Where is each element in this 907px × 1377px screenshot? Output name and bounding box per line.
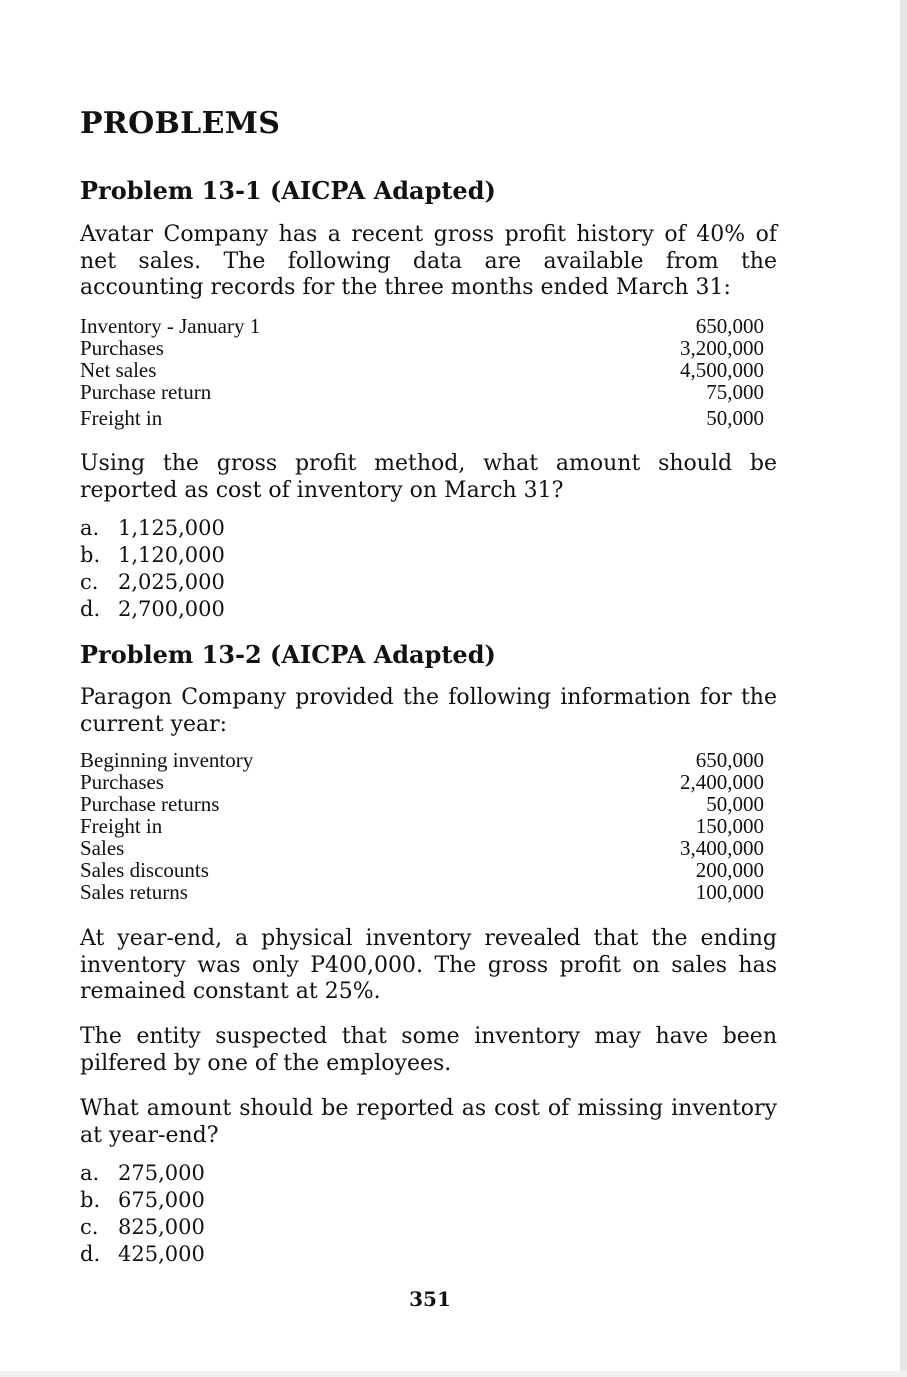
- choice-value: 2,700,000: [118, 597, 225, 621]
- choice-value: 675,000: [118, 1188, 205, 1212]
- problem-2-paragraph-2: The entity suspected that some inventory may have been pilfered by one of the employees.: [80, 1024, 777, 1076]
- problem-1-title: Problem 13-1 (AICPA Adapted): [80, 176, 496, 205]
- row-amount: 50,000: [706, 406, 764, 430]
- choice-letter: c.: [80, 1215, 99, 1239]
- choice-item: [80, 1241, 205, 1268]
- choice-item: [80, 1214, 205, 1241]
- row-amount: 150,000: [695, 814, 764, 838]
- choice-value: 825,000: [118, 1215, 205, 1239]
- row-amount: 4,500,000: [680, 358, 764, 382]
- data-row: [80, 815, 764, 837]
- row-label: Sales returns: [80, 880, 188, 904]
- row-label: Freight in: [80, 406, 163, 430]
- data-row: [80, 881, 764, 903]
- problem-1-data-table: [80, 315, 764, 429]
- row-amount: 100,000: [695, 880, 764, 904]
- choice-value: 2,025,000: [118, 570, 225, 594]
- problem-2-paragraph-1: At year-end, a physical inventory revealed that the ending inventory was only P400,000. The gross profit on sales has remained constant at 25%.: [80, 926, 777, 1004]
- choice-value: 425,000: [118, 1242, 205, 1266]
- choice-value: 1,120,000: [118, 543, 225, 567]
- choice-letter: d.: [80, 1242, 101, 1266]
- data-row: [80, 403, 764, 429]
- row-label: Freight in: [80, 814, 163, 838]
- data-row: [80, 359, 764, 381]
- choice-letter: c.: [80, 570, 99, 594]
- problem-2-question: What amount should be reported as cost of missing inventory at year-end?: [80, 1096, 777, 1148]
- row-label: Purchases: [80, 770, 164, 794]
- row-amount: 2,400,000: [680, 770, 764, 794]
- choice-item: [80, 542, 225, 569]
- row-label: Sales discounts: [80, 858, 209, 882]
- row-amount: 650,000: [695, 748, 764, 772]
- data-row: [80, 315, 764, 337]
- problem-1-intro: Avatar Company has a recent gross profit history of 40% of net sales. The following data are available from the accounting records for the three months ended March 31:: [80, 222, 777, 300]
- row-label: Inventory - January 1: [80, 314, 261, 338]
- choice-item: [80, 515, 225, 542]
- section-title: PROBLEMS: [80, 106, 281, 141]
- data-row: [80, 859, 764, 881]
- row-label: Sales: [80, 836, 125, 860]
- choice-letter: b.: [80, 543, 101, 567]
- row-amount: 200,000: [695, 858, 764, 882]
- row-amount: 50,000: [706, 792, 764, 816]
- problem-2-choices: [80, 1160, 205, 1268]
- data-row: [80, 837, 764, 859]
- problem-2-data-table: [80, 749, 764, 903]
- choice-item: [80, 1187, 205, 1214]
- row-amount: 3,200,000: [680, 336, 764, 360]
- choice-letter: b.: [80, 1188, 101, 1212]
- choice-item: [80, 596, 225, 623]
- row-label: Purchase returns: [80, 792, 220, 816]
- choice-letter: a.: [80, 516, 100, 540]
- problem-2-intro: Paragon Company provided the following information for the current year:: [80, 685, 777, 737]
- choice-letter: d.: [80, 597, 101, 621]
- page-right-edge: [900, 0, 907, 1377]
- choice-value: 1,125,000: [118, 516, 225, 540]
- page-bottom-edge: [0, 1371, 907, 1377]
- choice-value: 275,000: [118, 1161, 205, 1185]
- data-row: [80, 337, 764, 359]
- problem-1-choices: [80, 515, 225, 623]
- data-row: [80, 793, 764, 815]
- row-amount: 650,000: [695, 314, 764, 338]
- choice-item: [80, 1160, 205, 1187]
- data-row: [80, 381, 764, 403]
- problem-1-question: Using the gross profit method, what amount should be reported as cost of inventory on March 31?: [80, 451, 777, 503]
- page-number: 351: [409, 1287, 451, 1311]
- choice-item: [80, 569, 225, 596]
- row-label: Purchase return: [80, 380, 212, 404]
- row-label: Beginning inventory: [80, 748, 254, 772]
- problem-2-title: Problem 13-2 (AICPA Adapted): [80, 640, 496, 669]
- row-label: Purchases: [80, 336, 164, 360]
- data-row: [80, 771, 764, 793]
- data-row: [80, 749, 764, 771]
- row-amount: 75,000: [706, 380, 764, 404]
- row-amount: 3,400,000: [680, 836, 764, 860]
- choice-letter: a.: [80, 1161, 100, 1185]
- row-label: Net sales: [80, 358, 157, 382]
